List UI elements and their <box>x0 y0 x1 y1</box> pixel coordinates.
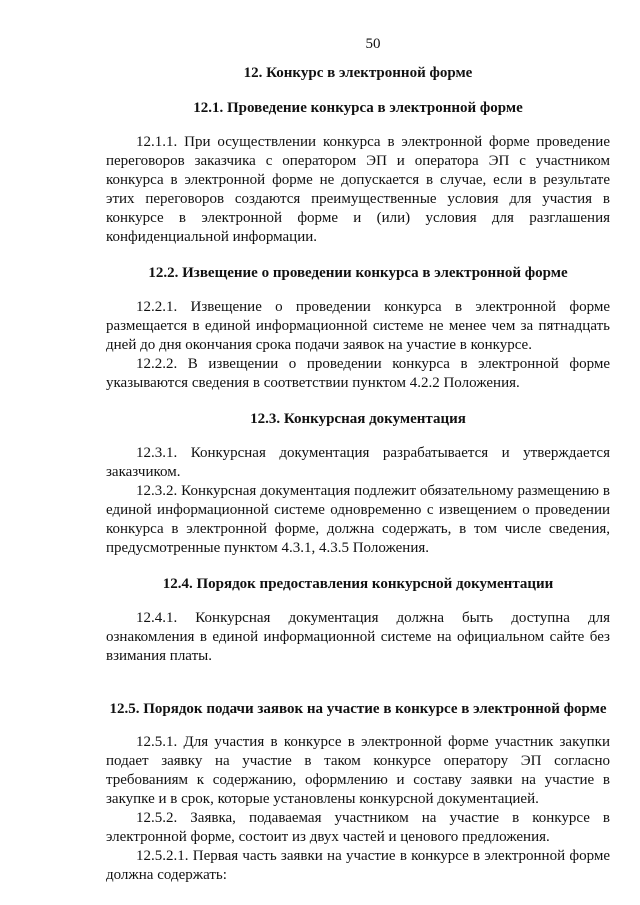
paragraph-12-2-2: 12.2.2. В извещении о проведении конкурса в электронной форме указываются сведения в соответствии пунктом 4.2.2 Положения. <box>106 356 610 391</box>
section-body-12-5 <box>106 733 610 885</box>
paragraph-12-4-1: 12.4.1. Конкурсная документация должна быть доступна для ознакомления в единой информационной системе на официальном сайте без взимания платы. <box>106 610 610 664</box>
section-body-12-1 <box>106 133 610 247</box>
section-heading-12-3: 12.3. Конкурсная документация <box>250 411 466 427</box>
paragraph-12-3-2: 12.3.2. Конкурсная документация подлежит обязательному размещению в единой информационной системе одновременно с извещением о проведении конкурса в электронной форме, должна содержать, в том числе сведения, предусмотренные пунктом 4.3.1, 4.3.5 Положения. <box>106 483 610 556</box>
paragraph-12-2-1: 12.2.1. Извещение о проведении конкурса в электронной форме размещается в единой информационной системе не менее чем за пятнадцать дней до дня окончания срока подачи заявок на участие в конкурсе. <box>106 299 610 353</box>
paragraph-12-3-1: 12.3.1. Конкурсная документация разрабатывается и утверждается заказчиком. <box>106 445 610 480</box>
section-body-12-4 <box>106 609 610 666</box>
section-heading-12-2: 12.2. Извещение о проведении конкурса в электронной форме <box>148 265 568 281</box>
section-heading-12-1: 12.1. Проведение конкурса в электронной форме <box>193 100 523 116</box>
section-body-12-2 <box>106 298 610 393</box>
section-heading-12-4: 12.4. Порядок предоставления конкурсной документации <box>162 576 554 592</box>
page-number: 50 <box>365 36 381 52</box>
paragraph-12-1-1: 12.1.1. При осуществлении конкурса в электронной форме проведение переговоров заказчика с оператором ЭП и оператора ЭП с участником конкурса в электронной форме не допускается в случае, если в результате этих переговоров создаются преимущественные условия для участия в конкурсе в электронной форме и (или) условия для разглашения конфиденциальной информации. <box>106 134 610 245</box>
section-body-12-3 <box>106 444 610 558</box>
paragraph-12-5-2-1: 12.5.2.1. Первая часть заявки на участие в конкурсе в электронной форме должна содержать: <box>106 848 610 883</box>
paragraph-12-5-2: 12.5.2. Заявка, подаваемая участником на участие в конкурсе в электронной форме, состоит из двух частей и ценового предложения. <box>106 810 610 845</box>
chapter-title: 12. Конкурс в электронной форме <box>243 65 473 81</box>
paragraph-12-5-1: 12.5.1. Для участия в конкурсе в электронной форме участник закупки подает заявку на участие в таком конкурсе оператору ЭП согласно требованиям к содержанию, оформлению и составу заявки на участие в закупке и в срок, которые установлены конкурсной документацией. <box>106 734 610 807</box>
section-heading-12-5: 12.5. Порядок подачи заявок на участие в конкурсе в электронной форме <box>109 701 607 717</box>
